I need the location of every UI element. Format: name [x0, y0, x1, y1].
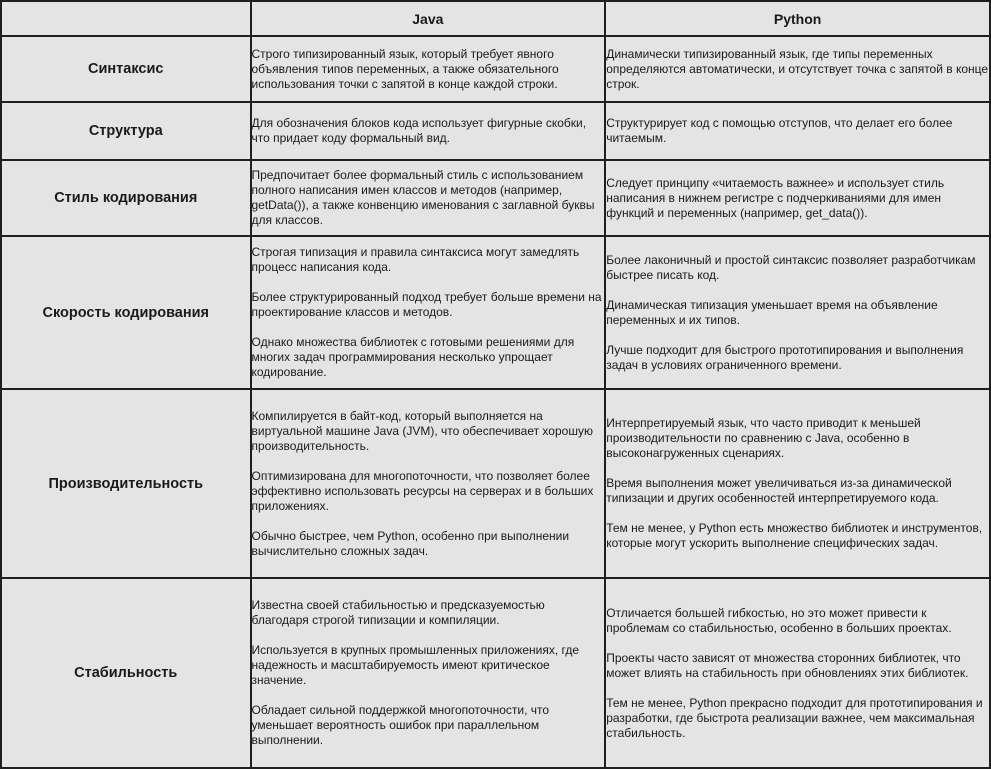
- table-row: [1, 160, 990, 236]
- python-cell: [605, 236, 990, 389]
- cell-paragraph: Для обозначения блоков кода использует фигурные скобки, что придает коду формальный вид.: [251, 116, 587, 145]
- cell-paragraph: Время выполнения может увеличиваться из-за динамической типизации и других особенностей интерпретируемого кода.: [606, 476, 952, 505]
- cell-paragraph: Структурирует код с помощью отступов, что делает его более читаемым.: [606, 116, 953, 145]
- header-row: [1, 1, 990, 36]
- cell-paragraph: Однако множества библиотек с готовыми решениями для многих задач программирования несколько упрощает кодирование.: [251, 335, 575, 379]
- java-cell: [251, 236, 606, 389]
- table-row: [1, 236, 990, 389]
- cell-paragraph: Проекты часто зависят от множества сторонних библиотек, что может влиять на стабильность при обновлениях этих библиотек.: [606, 650, 969, 680]
- java-cell: [251, 36, 606, 102]
- cell-paragraph: Более лаконичный и простой синтаксис позволяет разработчикам быстрее писать код.: [606, 252, 976, 282]
- header-python: Python: [605, 1, 990, 36]
- cell-paragraph: Лучше подходит для быстрого прототипирования и выполнения задач в условиях ограниченного времени.: [606, 342, 964, 372]
- java-cell: [251, 102, 606, 160]
- java-cell: [251, 578, 606, 768]
- row-label: Производительность: [1, 389, 251, 578]
- cell-paragraph: Известна своей стабильностью и предсказуемостью благодаря строгой типизации и компиляции.: [251, 598, 545, 627]
- cell-paragraph: Строгая типизация и правила синтаксиса могут замедлять процесс написания кода.: [251, 245, 580, 274]
- table-row: [1, 389, 990, 578]
- cell-paragraph: Динамическая типизация уменьшает время на объявление переменных и их типов.: [606, 297, 938, 327]
- python-cell: [605, 102, 990, 160]
- row-label: Структура: [1, 102, 251, 160]
- cell-paragraph: Интерпретируемый язык, что часто приводит к меньшей производительности по сравнению с Java, особенно в высоконагруженных сценариях.: [606, 416, 921, 460]
- cell-paragraph: Предпочитает более формальный стиль с использованием полного написания имен классов и методов (например, getData()), а также конвенцию именования с заглавной буквы для классов.: [251, 168, 595, 227]
- cell-paragraph: Более структурированный подход требует больше времени на проектирование классов и методов.: [251, 290, 602, 319]
- cell-paragraph: Оптимизирована для многопоточности, что позволяет более эффективно использовать ресурсы на серверах и в больших приложениях.: [251, 468, 594, 513]
- cell-paragraph: Компилируется в байт-код, который выполняется на виртуальной машине Java (JVM), что обеспечивает хорошую производительность.: [251, 408, 593, 453]
- row-label: Скорость кодирования: [1, 236, 251, 389]
- header-java: Java: [251, 1, 606, 36]
- table-row: [1, 102, 990, 160]
- python-cell: [605, 36, 990, 102]
- cell-paragraph: Динамически типизированный язык, где типы переменных определяются автоматически, и отсутствует точка с запятой в конце строк.: [606, 46, 989, 91]
- cell-paragraph: Тем не менее, Python прекрасно подходит для прототипирования и разработки, где быстрота реализации важнее, чем максимальная стабильность.: [606, 695, 983, 740]
- cell-paragraph: Следует принципу «читаемость важнее» и использует стиль написания в нижнем регистре с подчеркиваниями для имен функций и переменных (например, get_data()).: [606, 175, 945, 220]
- python-cell: [605, 160, 990, 236]
- row-label: Стиль кодирования: [1, 160, 251, 236]
- java-cell: [251, 389, 606, 578]
- cell-paragraph: Обычно быстрее, чем Python, особенно при выполнении вычислительно сложных задач.: [251, 528, 570, 558]
- cell-paragraph: Отличается большей гибкостью, но это может привести к проблемам со стабильностью, особенно в больших проектах.: [606, 605, 952, 635]
- cell-paragraph: Обладает сильной поддержкой многопоточности, что уменьшает вероятность ошибок при параллельном выполнении.: [251, 703, 550, 747]
- table-row: [1, 578, 990, 768]
- python-cell: [605, 578, 990, 768]
- cell-paragraph: Используется в крупных промышленных приложениях, где надежность и масштабируемость имеют критическое значение.: [251, 643, 580, 687]
- python-cell: [605, 389, 990, 578]
- table-row: [1, 36, 990, 102]
- header-empty-cell: [1, 1, 251, 36]
- row-label: Синтаксис: [1, 36, 251, 102]
- cell-paragraph: Строго типизированный язык, который требует явного объявления типов переменных, а также обязательного использования точки с запятой в конце каждой строки.: [251, 46, 559, 91]
- row-label: Стабильность: [1, 578, 251, 768]
- cell-paragraph: Тем не менее, у Python есть множество библиотек и инструментов, которые могут ускорить выполнение специфических задач.: [606, 521, 983, 550]
- java-cell: [251, 160, 606, 236]
